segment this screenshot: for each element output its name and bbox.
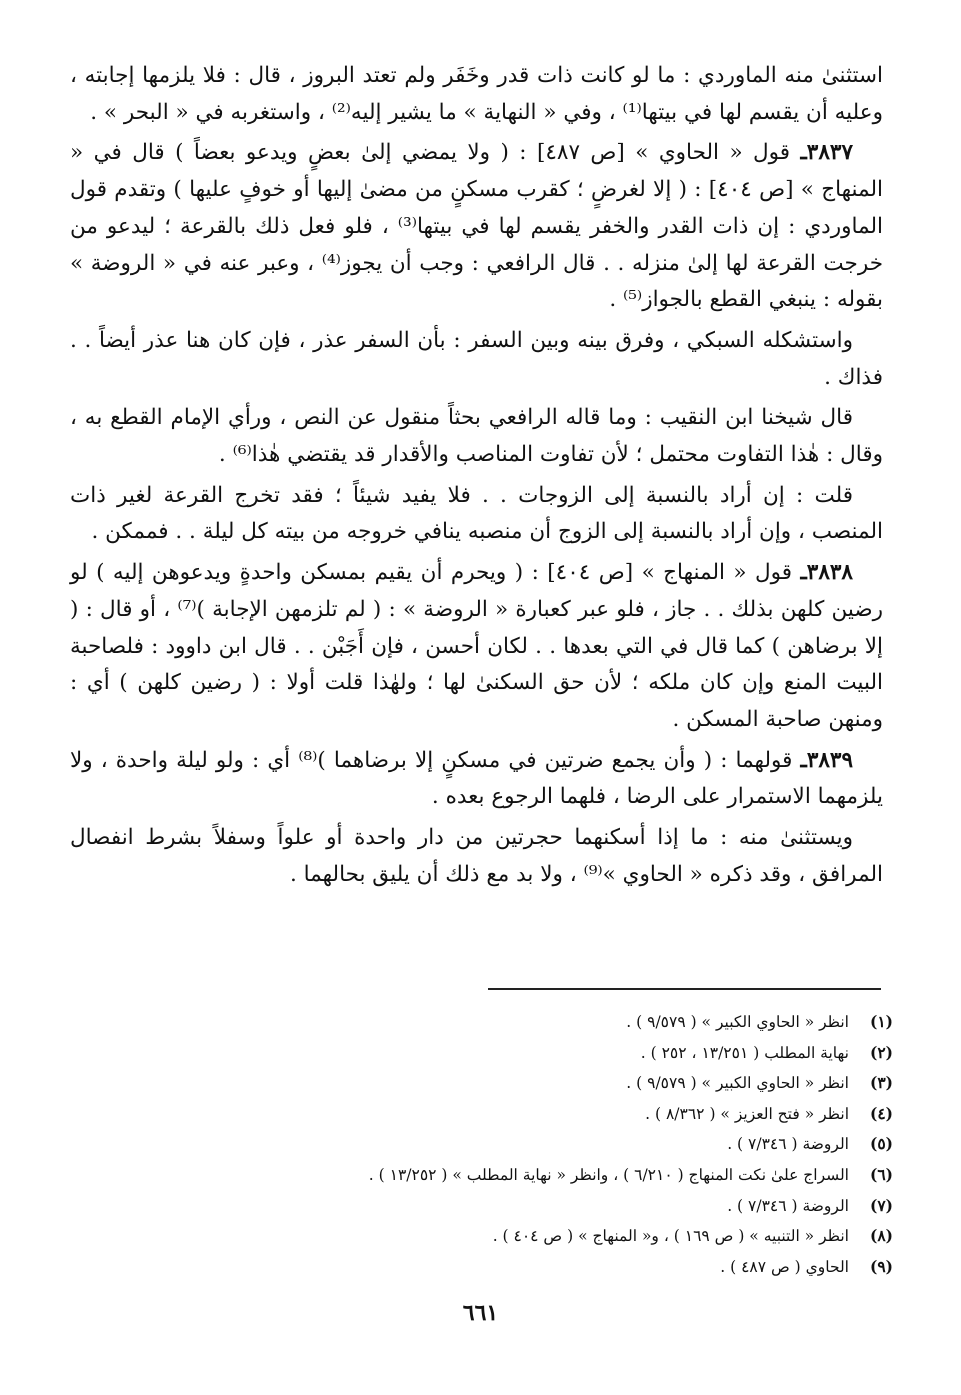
footnote bbox=[93, 1038, 893, 1069]
paragraph-text: قول « الحاوي » [ص ٤٨٧] : ( ولا يمضي إلىٰ بعضٍ ويدعو بعضاً ) قال في « المنهاج » [ص ٤٠٤] : ( إلا لغرضٍ ؛ كقرب مسكنٍ من مضىٰ إليها أو خوفٍ عليها ) وتقدم قول الماوردي : إن ذات القدر والخفر يقسم لها في بيتها⁽³⁾ ، فلو فعل ذلك بالقرعة ؛ ليدعو من خرجت القرعة لها إلىٰ منزله . . قال الرافعي : وجب أن يجوز⁽⁴⁾ ، وعبر عنه في « الروضة » بقوله : ينبغي القطع بالجواز⁽⁵⁾ . bbox=[70, 140, 884, 313]
footnote bbox=[93, 1160, 893, 1191]
main-text bbox=[70, 58, 883, 893]
issue-number: ٣٨٣٨ـ bbox=[800, 560, 853, 586]
paragraph: ويستثنىٰ منه : ما إذا أسكنهما حجرتين من دار واحدة أو علواً وسفلاً بشرط انفصال المرافق ، وقد ذكره « الحاوي »⁽⁹⁾ ، ولا بد مع ذلك أن يليق بحالهما . bbox=[70, 825, 883, 887]
footnote-text: انظر « فتح العزيز » ( ٨/٣٦٢ ) . bbox=[645, 1104, 849, 1123]
footnote-number: (٩) bbox=[869, 1256, 893, 1276]
footnote-number: (٧) bbox=[869, 1195, 893, 1215]
footnote-text: الروضة ( ٧/٣٤٦ ) . bbox=[727, 1135, 849, 1154]
footnote-text: السراج علىٰ نكت المنهاج ( ٦/٢١٠ ) ، وانظر « نهاية المطلب » ( ١٣/٢٥٢ ) . bbox=[368, 1165, 849, 1184]
footnote-text: انظر « التنبيه » ( ص ١٦٩ ) ، و« المنهاج » ( ص ٤٠٤ ) . bbox=[492, 1227, 849, 1246]
paragraph: واستشكله السبكي ، وفرق بينه وبين السفر : بأن السفر عذر ، فإن كان هنا عذر أيضاً . . فذاك . bbox=[70, 327, 883, 390]
footnote-separator bbox=[488, 988, 881, 990]
footnote-text: انظر « الحاوي الكبير » ( ٩/٥٧٩ ) . bbox=[626, 1013, 849, 1031]
footnote-number: (٣) bbox=[869, 1073, 893, 1093]
footnote-text: الحاوي ( ص ٤٨٧ ) . bbox=[720, 1257, 849, 1276]
paragraph: استثنىٰ منه الماوردي : ما لو كانت ذات قدر وخَفَر ولم تعتد البروز ، قال : فلا يلزمها إجابته ، وعليه أن يقسم لها في بيتها⁽¹⁾ ، وفي « النهاية » ما يشير إليه⁽²⁾ ، واستغربه في « البحر » . bbox=[70, 63, 883, 125]
numbered-paragraph bbox=[70, 743, 883, 816]
footnote-number: (٤) bbox=[869, 1103, 893, 1123]
numbered-paragraph bbox=[70, 135, 883, 319]
footnote-number: (١) bbox=[869, 1012, 893, 1031]
issue-number: ٣٨٣٩ـ bbox=[800, 747, 854, 773]
footnote-text: نهاية المطلب ( ١٣/٢٥١ ، ٢٥٢ ) . bbox=[640, 1043, 849, 1062]
footnote bbox=[93, 1099, 893, 1130]
numbered-paragraph bbox=[70, 555, 883, 739]
footnote bbox=[93, 1191, 893, 1222]
footnote-number: (٨) bbox=[869, 1226, 893, 1246]
footnote-text: انظر « الحاوي الكبير » ( ٩/٥٧٩ ) . bbox=[626, 1074, 849, 1093]
footnote bbox=[93, 1007, 893, 1038]
footnote-number: (٦) bbox=[869, 1164, 893, 1184]
footnote bbox=[93, 1252, 893, 1283]
footnote-number: (٥) bbox=[869, 1134, 893, 1154]
issue-number: ٣٨٣٧ـ bbox=[800, 140, 853, 166]
paragraph-text: قول « المنهاج » [ص ٤٠٤] : ( ويحرم أن يقيم بمسكن واحدةٍ ويدعوهن إليه ) لو رضين كلهن بذلك . . جاز ، فلو عبر كعبارة « الروضة » : ( لم تلزمهن الإجابة )⁽⁷⁾ ، أو قال : ( إلا برضاهن ) كما قال في التي بعدها . . لكان أحسن ، فإن أَجَبْن . . قال ابن داوود : فلصاحبة البيت المنع وإن كان ملكه ؛ لأن حق السكنىٰ لها ؛ ولهٰذا قلت أولا : ( رضين كلهن ) أي : ومنهن صاحبة المسكن . bbox=[70, 560, 884, 732]
paragraph: قال شيخنا ابن النقيب : وما قاله الرافعي بحثاً منقول عن النص ، ورأي الإمام القطع به ، وقال : هٰذا التفاوت محتمل ؛ لأن تفاوت المناصب والأقدار قد يقتضي هٰذا⁽⁶⁾ . bbox=[70, 405, 883, 468]
footnote-text: الروضة ( ٧/٣٤٦ ) . bbox=[727, 1196, 849, 1215]
footnote-number: (٢) bbox=[869, 1042, 893, 1062]
paragraph-text: قولهما : ( وأن يجمع ضرتين في مسكنٍ إلا برضاهما )⁽⁸⁾ أي : ولو ليلة واحدة ، ولا يلزمهما الاستمرار على الرضا ، فلهما الرجوع بعده . bbox=[70, 747, 883, 810]
footnotes bbox=[93, 1007, 893, 1282]
page-number: ٦٦١ bbox=[462, 1300, 499, 1326]
footnote bbox=[93, 1221, 893, 1252]
footnote bbox=[93, 1068, 893, 1099]
footnote bbox=[93, 1129, 893, 1160]
paragraph: قلت : إن أراد بالنسبة إلى الزوجات . . فلا يفيد شيئاً ؛ فقد تخرج القرعة لغير ذات المنصب ، وإن أراد بالنسبة إلى الزوج أن منصبه ينافي خروجه من بيته كل ليلة . . فممكن . bbox=[70, 482, 883, 545]
